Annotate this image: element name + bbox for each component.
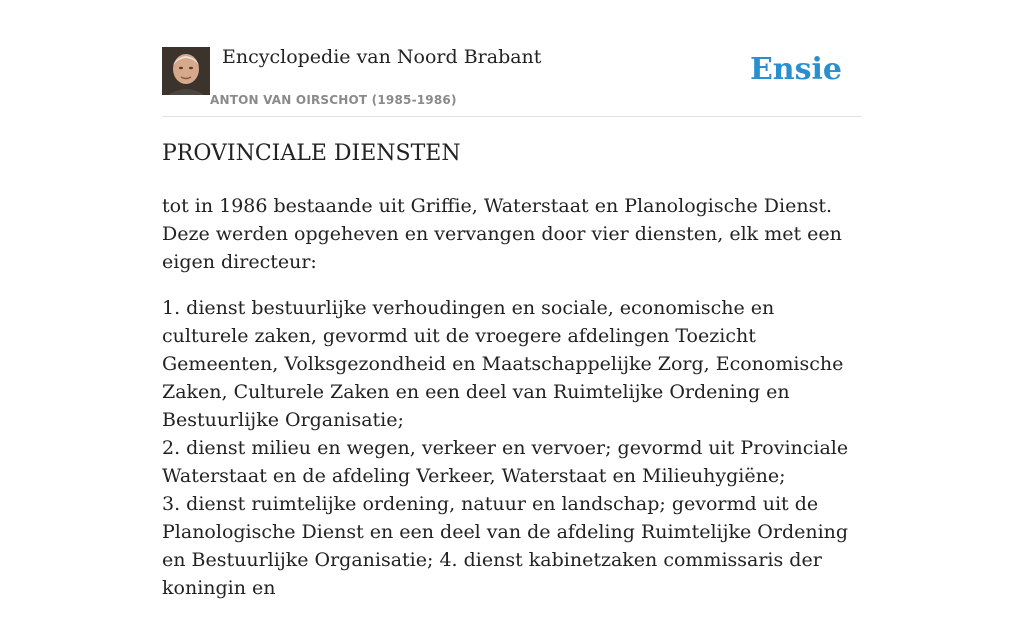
header — [162, 0, 862, 117]
list-item: 2. dienst milieu en wegen, verkeer en vervoer; gevormd uit Provinciale Waterstaat en de afdeling Verkeer, Waterstaat en Milieuhygiëne; — [162, 437, 849, 487]
source-title[interactable]: Encyclopedie van Noord Brabant — [222, 46, 542, 68]
list-item: 3. dienst ruimtelijke ordening, natuur en landschap; gevormd uit de Planologische Dienst en een deel van de afdeling Ruimtelijke Ordening en Bestuurlijke Organisatie; 4. dienst kabinetzaken commissaris der koningin en — [162, 493, 849, 599]
author-name[interactable]: ANTON VAN OIRSCHOT (1985-1986) — [210, 93, 457, 107]
ensie-logo[interactable]: Ensie — [749, 52, 842, 87]
entry-list — [162, 294, 862, 602]
entry-intro: tot in 1986 bestaande uit Griffie, Waterstaat en Planologische Dienst. Deze werden opgeheven en vervangen door vier diensten, elk met een eigen directeur: — [162, 195, 842, 273]
entry-content — [162, 140, 862, 620]
list-item: 1. dienst bestuurlijke verhoudingen en sociale, economische en culturele zaken, gevormd uit de vroegere afdelingen Toezicht Gemeenten, Volksgezondheid en Maatschappelijke Zorg, Economische Zaken, Culturele Zaken en een deel van Ruimtelijke Ordening en Bestuurlijke Organisatie; — [162, 297, 844, 431]
entry-title: PROVINCIALE DIENSTEN — [162, 141, 461, 166]
avatar-portrait-icon — [162, 47, 210, 95]
author-avatar[interactable] — [162, 47, 210, 95]
